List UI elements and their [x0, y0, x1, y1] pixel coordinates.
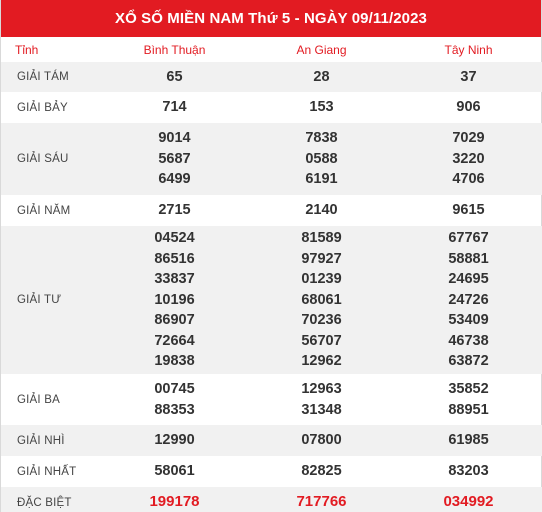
prize-cell [248, 195, 395, 226]
prize-cell [395, 456, 542, 487]
table-header-row [1, 37, 542, 62]
province-header-tay-ninh[interactable]: Tây Ninh [444, 42, 493, 57]
winning-number: 56707 [301, 332, 342, 349]
prize-cell [395, 123, 542, 195]
prize-row-giai-nhat [1, 456, 542, 487]
winning-number: 12962 [301, 353, 342, 370]
winning-number: 88353 [154, 401, 195, 418]
prize-cell [101, 195, 248, 226]
winning-number: 0588 [305, 150, 338, 167]
prize-label: GIẢI TÁM [1, 62, 101, 92]
prize-cell [248, 226, 395, 374]
winning-number: 82825 [301, 463, 342, 480]
prize-cell [101, 62, 248, 92]
winning-number: 83203 [448, 463, 489, 480]
winning-number: 9014 [158, 130, 191, 147]
prize-cell [248, 92, 395, 123]
prize-cell [395, 425, 542, 456]
prize-label: GIẢI BẢY [17, 101, 68, 114]
prize-row-giai-sau [1, 123, 542, 195]
winning-number: 2715 [158, 202, 191, 219]
prize-cell [395, 226, 542, 374]
winning-number: 04524 [154, 229, 195, 246]
winning-number: 97927 [301, 250, 342, 267]
winning-number: 68061 [301, 291, 342, 308]
winning-number: 6499 [158, 171, 191, 188]
prize-cell [101, 92, 248, 123]
winning-number: 4706 [452, 171, 485, 188]
prize-row-dac-biet [1, 487, 542, 512]
winning-number: 61985 [448, 432, 489, 449]
winning-number: 714 [162, 99, 187, 116]
winning-number: 33837 [154, 271, 195, 288]
prize-label: GIẢI TƯ [1, 226, 101, 374]
prize-cell [248, 456, 395, 487]
prize-cell [248, 487, 395, 512]
prize-label: GIẢI BA [17, 393, 60, 406]
prize-cell [248, 374, 395, 425]
province-header-binh-thuan[interactable]: Bình Thuận [143, 42, 206, 57]
prize-row-giai-nam [1, 195, 542, 226]
winning-number: 46738 [448, 332, 489, 349]
prize-label: GIẢI SÁU [1, 123, 101, 195]
prize-label: GIẢI NHẤT [17, 465, 77, 478]
prize-cell [101, 487, 248, 512]
prize-cell [101, 123, 248, 195]
prize-row-giai-nhi [1, 425, 542, 456]
winning-number: 12963 [301, 380, 342, 397]
winning-number: 9615 [452, 202, 485, 219]
winning-number: 53409 [448, 312, 489, 329]
winning-number: 88951 [448, 401, 489, 418]
winning-number: 19838 [154, 353, 195, 370]
prize-cell [101, 456, 248, 487]
prize-label: GIẢI NĂM [17, 204, 71, 217]
prize-cell [101, 425, 248, 456]
prize-row-giai-tam [1, 62, 542, 92]
winning-number: 37 [460, 68, 477, 85]
province-header-an-giang[interactable]: An Giang [296, 42, 347, 57]
winning-number: 034992 [443, 493, 494, 511]
prize-cell [248, 123, 395, 195]
winning-number: 00745 [154, 380, 195, 397]
prize-cell [248, 425, 395, 456]
prize-cell [395, 195, 542, 226]
prize-cell [395, 62, 542, 92]
winning-number: 01239 [301, 271, 342, 288]
prize-label: ĐẶC BIỆT [1, 487, 101, 512]
winning-number: 28 [313, 68, 330, 85]
winning-number: 81589 [301, 229, 342, 246]
results-table [1, 37, 542, 512]
winning-number: 906 [456, 99, 481, 116]
winning-number: 7838 [305, 130, 338, 147]
winning-number: 24695 [448, 271, 489, 288]
winning-number: 86907 [154, 312, 195, 329]
province-column-label: Tỉnh [15, 42, 39, 57]
winning-number: 58061 [154, 463, 195, 480]
prize-cell [395, 487, 542, 512]
winning-number: 65 [166, 68, 183, 85]
winning-number: 2140 [305, 202, 338, 219]
winning-number: 6191 [305, 171, 338, 188]
winning-number: 717766 [296, 493, 347, 511]
winning-number: 7029 [452, 130, 485, 147]
prize-cell [395, 92, 542, 123]
prize-row-giai-bay [1, 92, 542, 123]
winning-number: 3220 [452, 150, 485, 167]
winning-number: 35852 [448, 380, 489, 397]
winning-number: 86516 [154, 250, 195, 267]
prize-cell [101, 374, 248, 425]
winning-number: 153 [309, 99, 334, 116]
winning-number: 72664 [154, 332, 195, 349]
winning-number: 70236 [301, 312, 342, 329]
results-title: XỔ SỐ MIỀN NAM Thứ 5 - NGÀY 09/11/2023 [1, 0, 541, 37]
winning-number: 10196 [154, 291, 195, 308]
prize-label: GIẢI NHÌ [1, 425, 101, 456]
winning-number: 58881 [448, 250, 489, 267]
winning-number: 31348 [301, 401, 342, 418]
prize-cell [248, 62, 395, 92]
winning-number: 63872 [448, 353, 489, 370]
prize-row-giai-tu [1, 226, 542, 374]
winning-number: 12990 [154, 432, 195, 449]
prize-cell [395, 374, 542, 425]
prize-row-giai-ba [1, 374, 542, 425]
winning-number: 199178 [149, 493, 200, 511]
winning-number: 07800 [301, 432, 342, 449]
winning-number: 24726 [448, 291, 489, 308]
winning-number: 5687 [158, 150, 191, 167]
winning-number: 67767 [448, 229, 489, 246]
prize-cell [101, 226, 248, 374]
